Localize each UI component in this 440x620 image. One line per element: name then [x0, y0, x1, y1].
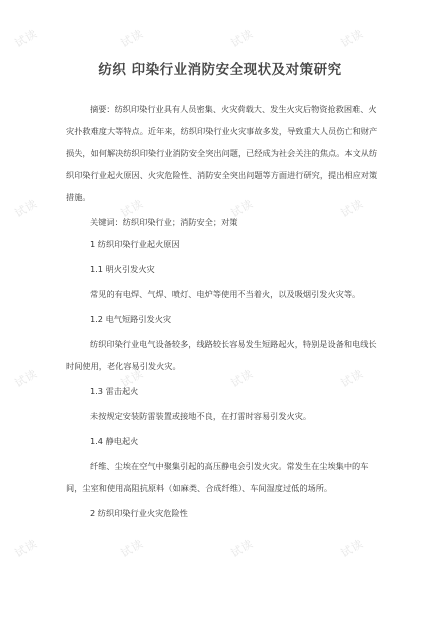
- watermark-stamp-icon: 试读: [12, 366, 40, 391]
- watermark-stamp-icon: 试读: [228, 196, 256, 221]
- watermark-stamp-icon: 试读: [338, 366, 366, 391]
- subsection-body-1-1: 常见的有电焊、气焊、喷灯、电炉等使用不当着火，以及吸烟引发火灾等。: [90, 289, 361, 299]
- watermark-stamp-icon: 试读: [118, 196, 146, 221]
- section-heading-1: 1 纺织印染行业起火原因: [90, 239, 180, 249]
- subsection-body-1-2: 纺织印染行业电气设备较多，线路较长容易发生短路起火，特别是设备和电线长时间使用，老化容易引发火灾。: [66, 339, 377, 371]
- section-heading-2: 2 纺织印染行业火灾危险性: [90, 508, 188, 518]
- watermark-stamp-icon: 试读: [118, 366, 146, 391]
- subsection-body-1-3: 未按规定安装防雷装置或接地不良，在打雷时容易引发火灾。: [90, 411, 312, 421]
- watermark-stamp-icon: 试读: [228, 26, 256, 51]
- watermark-stamp-icon: 试读: [228, 366, 256, 391]
- watermark-stamp-icon: 试读: [12, 196, 40, 221]
- subsection-heading-1-4: 1.4 静电起火: [90, 436, 139, 446]
- watermark-stamp-icon: 试读: [338, 536, 366, 561]
- watermark-stamp-icon: 试读: [12, 26, 40, 51]
- watermark-stamp-icon: 试读: [118, 536, 146, 561]
- paper-title: 纺织 印染行业消防安全现状及对策研究: [98, 62, 342, 78]
- watermark-stamp-icon: 试读: [228, 536, 256, 561]
- watermark-stamp-icon: 试读: [338, 26, 366, 51]
- subsection-heading-1-2: 1.2 电气短路引发火灾: [90, 314, 172, 324]
- watermark-stamp-icon: 试读: [338, 196, 366, 221]
- subsection-heading-1-1: 1.1 明火引发火灾: [90, 264, 155, 274]
- abstract-paragraph: 摘要：纺织印染行业具有人员密集、火灾荷载大、发生火灾后物资抢救困难、火灾扑救难度大等特点。近年来，纺织印染行业火灾事故多发，导致重大人员伤亡和财产损失，如何解决纺织印染行业消防安全突出问题，已经成为社会关注的焦点。本文从纺织印染行业起火原因、火灾危险性、消防安全突出问题等方面进行研究，提出相应对策措施。: [66, 104, 378, 202]
- watermark-stamp-icon: 试读: [118, 26, 146, 51]
- watermark-stamp-icon: 试读: [12, 536, 40, 561]
- subsection-body-1-4: 纤维、尘埃在空气中聚集引起的高压静电会引发火灾。常发生在尘埃集中的车间，尘室和使用高阻抗原料（如麻类、合成纤维）、车间湿度过低的场所。: [66, 461, 369, 493]
- subsection-heading-1-3: 1.3 雷击起火: [90, 386, 139, 396]
- paper-body: [66, 98, 378, 524]
- keywords-line: 关键词：纺织印染行业；消防安全；对策: [90, 217, 238, 227]
